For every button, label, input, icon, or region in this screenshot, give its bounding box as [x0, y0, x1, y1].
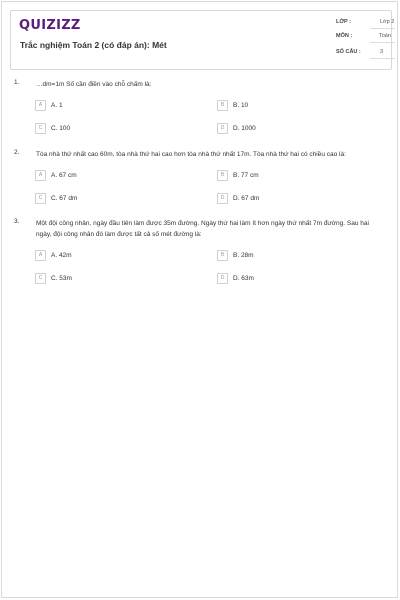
option-letter-box: A — [35, 250, 46, 261]
option-text: B. 28m — [233, 252, 254, 259]
option-text: C. 100 — [51, 125, 71, 132]
option-letter-box: D — [217, 273, 228, 284]
question-number: 1. — [14, 79, 20, 86]
option-letter-box: D — [217, 123, 228, 134]
option-letter-box: C — [35, 123, 46, 134]
question-text: Tòa nhà thứ nhất cao 60m, tòa nhà thứ hai cao hơn tòa nhà thứ nhất 17m. Tòa nhà thứ hai có chiều cao là: — [36, 151, 346, 158]
option-text: A. 67 cm — [51, 172, 77, 179]
option-letter-box: C — [35, 273, 46, 284]
option-a[interactable] — [35, 100, 63, 111]
option-letter-box: B — [217, 170, 228, 181]
meta-divider — [370, 42, 395, 43]
option-letter-box: A — [35, 100, 46, 111]
question-number: 2. — [14, 149, 20, 156]
option-b[interactable] — [217, 100, 248, 111]
option-b[interactable] — [217, 250, 254, 261]
option-letter-box: B — [217, 250, 228, 261]
option-letter-box: A — [35, 170, 46, 181]
option-letter-box: B — [217, 100, 228, 111]
option-letter-box: C — [35, 193, 46, 204]
option-c[interactable] — [35, 123, 70, 134]
meta-divider — [370, 28, 395, 29]
option-text: D. 63m — [233, 275, 254, 282]
meta-divider — [370, 58, 395, 59]
option-c[interactable] — [35, 193, 77, 204]
question-text: Một đội công nhân, ngày đầu tiên làm được 35m đường. Ngày thứ hai làm ít hơn ngày thứ nhất 7m đường. Sau hai ngày, đội công nhân đó làm được tất cả số mét đường là: — [36, 220, 369, 238]
option-a[interactable] — [35, 170, 77, 181]
meta-class-value: Lớp 2 — [380, 19, 395, 25]
option-text: D. 67 dm — [233, 195, 260, 202]
meta-class-label: LỚP : — [336, 19, 351, 25]
meta-question-count-value: 3 — [380, 49, 384, 55]
option-text: C. 53m — [51, 275, 72, 282]
worksheet-page — [1, 1, 398, 598]
meta-subject-label: MÔN : — [336, 33, 353, 39]
option-d[interactable] — [217, 193, 259, 204]
option-a[interactable] — [35, 250, 72, 261]
option-text: A. 42m — [51, 252, 72, 259]
option-text: A. 1 — [51, 102, 63, 109]
option-letter-box: D — [217, 193, 228, 204]
option-b[interactable] — [217, 170, 259, 181]
question-number: 3. — [14, 218, 20, 225]
option-d[interactable] — [217, 123, 256, 134]
option-text: B. 10 — [233, 102, 249, 109]
quizizz-logo: QUIZIZZ — [19, 18, 81, 33]
meta-question-count-label: SỐ CÂU : — [336, 49, 361, 55]
option-text: B. 77 cm — [233, 172, 259, 179]
worksheet-title: Trắc nghiệm Toán 2 (có đáp án): Mét — [20, 40, 167, 50]
option-text: C. 67 dm — [51, 195, 78, 202]
question-text: …dm=1m Số cần điền vào chỗ chấm là: — [36, 81, 152, 88]
meta-subject-value: Toán — [379, 33, 391, 39]
option-d[interactable] — [217, 273, 254, 284]
worksheet-header — [10, 10, 395, 70]
option-c[interactable] — [35, 273, 72, 284]
option-text: D. 1000 — [233, 125, 256, 132]
